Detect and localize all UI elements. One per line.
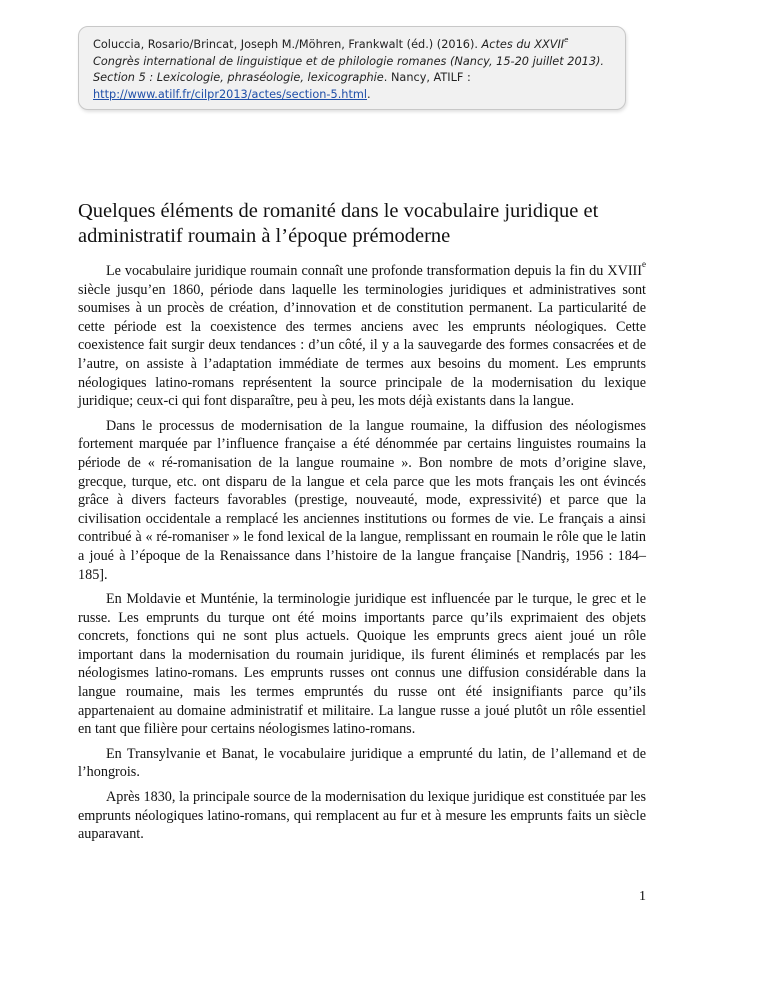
citation-title: Actes du XXVIIe Congrès international de linguistique et de philologie romanes (Nancy, 15-20 juillet 2013). Section 5 : Lexicologie, phraséologie, lexicographie: [93, 36, 605, 85]
paragraph-1: Le vocabulaire juridique roumain connaît une profonde transformation depuis la fin du XVIIIe siècle jusqu’en 1860, période dans laquelle les terminologies juridiques et administratives sont soumises à un procès de création, d’innovation et de constitution permanent. La particularité de cette période est la coexistence des termes anciens avec les emprunts néologiques. Cette coexistence fait surgir deux tendances : d’un côté, il y a la sauvegarde des formes consacrées et de l’autre, on assiste à l’adaptation immédiate de termes aux besoins du moment. Les emprunts néologiques latino-romans représentent la source principale de la modernisation du lexique juridique; ceux-ci qui font disparaître, peu à peu, les mots déjà existants dans la langue.: [78, 259, 646, 410]
citation-url-end: .: [367, 87, 371, 101]
article-title: Quelques éléments de romanité dans le vocabulaire juridique et administratif roumain à l’époque prémoderne: [78, 200, 599, 247]
paragraph-3: En Moldavie et Munténie, la terminologie juridique est influencée par le turque, le grec et le russe. Les emprunts du turque ont été moins importants parce qu’ils exprimaient des objets concrets, fonctions qui ne sont plus actuels. Quoique les emprunts grecs aient joué un rôle important dans la modernisation du roumain juridique, ils furent éliminés et remplacés par les néologismes latino-romans. Les emprunts russes ont connus une diffusion considérable dans la langue roumaine, mais les termes empruntés du russe ont été insignifiants parce qu’ils appartenaient au domaine administratif et militaire. La langue russe a joué plutôt un rôle essentiel en tant que filière pour certains néologismes latino-romans.: [78, 591, 646, 738]
page-number: 1: [639, 889, 646, 904]
paragraph-4: En Transylvanie et Banat, le vocabulaire juridique a emprunté du latin, de l’allemand et de l’hongrois.: [78, 745, 646, 781]
century-superscript: e: [642, 259, 646, 269]
paragraph-5: Après 1830, la principale source de la modernisation du lexique juridique est constituée par les emprunts néologiques latino-romans, qui remplacent au fur et à mesure les emprunts faits un siècle auparavant.: [78, 789, 646, 843]
article-body: [78, 259, 646, 844]
citation-authors: Coluccia, Rosario/Brincat, Joseph M./Möhren, Frankwalt (éd.) (2016).: [93, 38, 482, 51]
citation-url-link[interactable]: http://www.atilf.fr/cilpr2013/actes/section-5.html: [93, 87, 368, 101]
citation-publisher: . Nancy, ATILF :: [383, 71, 471, 85]
citation-box: [78, 26, 626, 110]
citation-title-superscript: e: [564, 36, 569, 44]
paragraph-2: Dans le processus de modernisation de la langue roumaine, la diffusion des néologismes fortement marquée par l’influence française a été dénommée par certains linguistes roumains la période de « ré-romanisation de la langue roumaine ». Bon nombre de mots d’origine slave, grecque, turque, etc. ont disparu de la langue et cela parce que les mots français les ont évincés grâce à divers facteurs favorables (prestige, nouveauté, mode, expressivité) et parce que la civilisation occidentale a remplacé les anciennes institutions ou formes de vie. Le français a ainsi contribué à « ré-romaniser » le fond lexical de la langue, remplissant en roumain le rôle que le latin a joué à l’époque de la Renaissance dans l’histoire de la langue française [Nandriş, 1956 : 184–185].: [78, 417, 646, 583]
